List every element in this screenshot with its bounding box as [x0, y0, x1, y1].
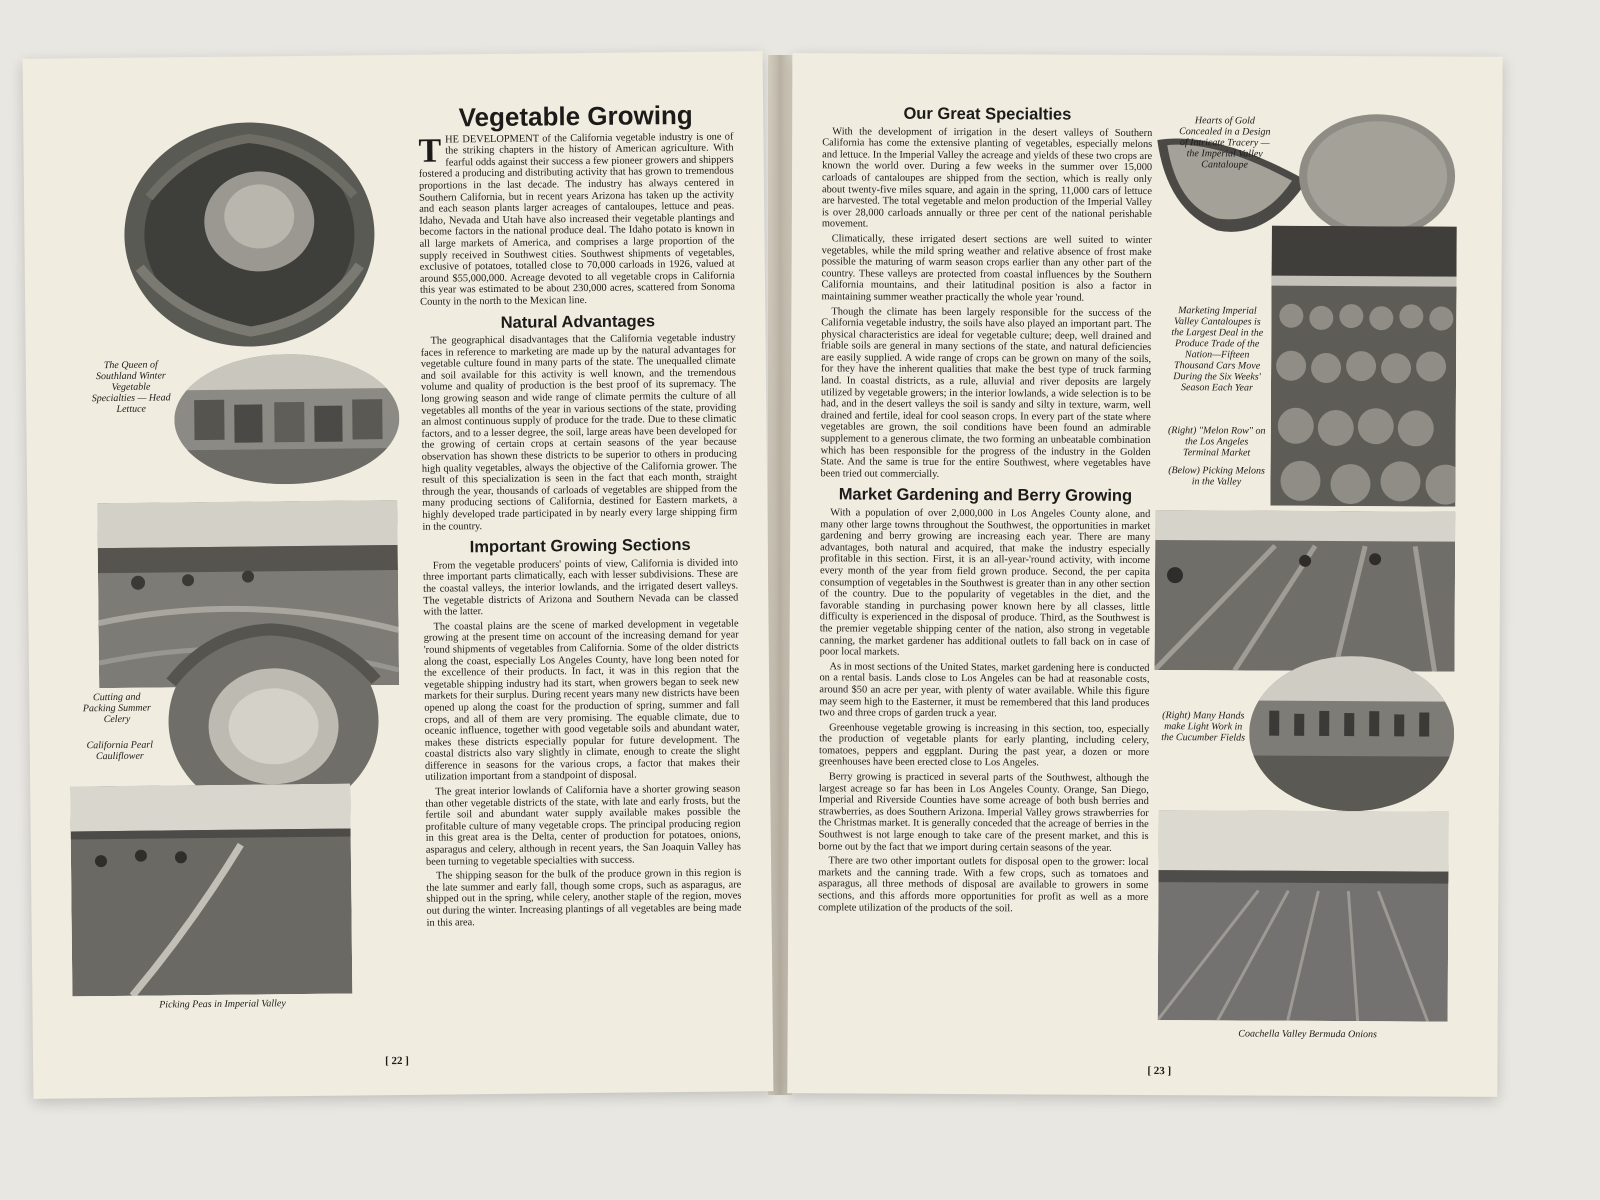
heading-important-sections: Important Growing Sections [469, 536, 691, 557]
specialties-paragraph-1: With the development of irrigation in the desert valleys of Southern California has come the extensive planting of vegetables, especially melons and lettuce. In the Imperial Valley the acreage and yields of these two crops are known the world over. During a few weeks in the summer over 15,000 carloads of cantaloupes are shipped from the section, which is really only about twenty-five miles square, and again in the spring, 11,000 cars of lettuce are harvested. The total vegetable and melon production of the Imperial Valley is over 28,000 carloads annually or three per cent of the national perishable movement. [821, 125, 1153, 230]
heading-great-specialties: Our Great Specialties [903, 104, 1072, 124]
market-paragraph-4: Berry growing is practiced in several parts of the Southwest, although the largest acreage so far has been in Los Angeles County. Orange, San Diego, Imperial and Riverside Counties have some acreage of both bush berries and strawberries, as does Southern Arizona. Imperial Valley grows strawberries for the Christmas market. It is generally conceded that the acreage of berries in the Southwest is not large enough to take care of the present market, and this is borne out by the fact that we import during certain seasons of the year. [818, 771, 1149, 854]
sections-paragraph-2: The coastal plains are the scene of marked development in vegetable growing at the present time on account of the increasing demand for year 'round shipments of vegetables from California. Some of the older districts along the coast, especially Los Angeles County, have long been noted for the excellence of their products. In fact, it was in this region that the vegetable shipping industry had its start, when growers began to seek new markets for their surplus. During recent years many new districts have been opened up along the coast for the production of spring, summer and fall crops, and all of them are very promising. The equable climate, due to oceanic influence, together with good vegetable soils and abundant water, makes these districts especially popular for future development. The coastal districts also vary slightly in climate, enough to create the slight difference in seasons for the various crops, a factor that makes their utilization important from a standpoint of disposal. [423, 618, 741, 784]
peas-caption: Picking Peas in Imperial Valley [159, 998, 286, 1011]
market-paragraph-3: Greenhouse vegetable growing is increasing in this section, too, especially the production of vegetable plants for early planting, including celery, tomatoes, peppers and eggplant. During the past year, a dozen or more greenhouses have been erected close to Los Angeles. [818, 722, 1150, 769]
natural-paragraph: The geographical disadvantages that the California vegetable industry faces in reference to marketing are made up by the natural advantages for vegetable culture found in many parts of the state. The unequalled climate and soil available for this activity is well known, and the tremendous volume and quality of production is the best proof of its supremacy. The long growing season and wide range of climate permits the culture of all vegetables all months of the year in various sections of the state, providing an almost continuous supply of produce for the trade. Due to these climatic factors, and to a lesser degree, the soil, large areas have been developed for the growing of certain crops at certain seasons of the year because observation has shown these districts to be superior to others in producing high quality vegetables, always the objective of the California grower. The result of this specialization is seen in the fact that each month, straight through the year, thousands of carloads of vegetables are shipped from the many producing sections of California, destined for Eastern markets, a highly developed trade participated in by nearly every large shipping firm in the country. [420, 332, 738, 533]
sections-paragraph-3: The great interior lowlands of California have a shorter growing season than other vegetable districts of the state, with late and early frosts, but the fertile soil and abundant water supply available makes possible the profitable culture of many vegetable crops. The principal producing region in this great area is the Delta, center of production for potatoes, onions, asparagus and celery, although in recent years, the San Joaquin Valley has been turning to vegetable specialties with success. [425, 783, 741, 868]
intro-paragraph [418, 131, 735, 308]
cauliflower-caption: California Pearl Cauliflower [86, 739, 154, 763]
right-page [787, 53, 1502, 1097]
cucumber-caption: (Right) Many Hands make Light Work in the Cucumber Fields [1161, 710, 1246, 744]
heading-market-gardening: Market Gardening and Berry Growing [838, 485, 1133, 506]
onions-field-photo [1158, 810, 1449, 1022]
heading-natural-advantages: Natural Advantages [500, 311, 656, 332]
marketing-caption: Marketing Imperial Valley Cantaloupes is the Largest Deal in the Produce Trade of the Nation—Fifteen Thousand Cars Move During the Six Weeks' Season Each Year [1171, 305, 1264, 394]
left-text-column [418, 99, 742, 931]
page-number-right: [ 23 ] [1147, 1065, 1172, 1078]
right-text-column [818, 104, 1153, 918]
head-lettuce-photo [118, 115, 380, 353]
cucumber-fields-photo [1249, 656, 1455, 812]
sections-paragraph-1: From the vegetable producers' points of view, California is divided into three important parts climatically, each with lesser subdivisions. These are the coastal valleys, the interior lowlands, and the irrigated desert valleys. The vegetable districts of Arizona and Southern Nevada can be classed with the latter. [422, 557, 739, 618]
picking-melons-photo [1155, 510, 1456, 672]
market-paragraph-2: As in most sections of the United States, market gardening here is conducted on a rental basis. Lands close to Los Angeles can be had at reasonable costs, around $50 an acre per year, with plenty of water available. While this figure may seem high to the Easterner, it must be remembered that this land produces two and three crops of garden truck a year. [819, 661, 1150, 720]
sections-paragraph-4: The shipping season for the bulk of the produce grown in this region is the late summer and early fall, though some crops, such as asparagus, are shipped out in the spring, while celery, another staple of the region, moves out during the winter. Increasing plantings of all vegetables are being made in this area. [426, 867, 742, 929]
celery-packing-photo [174, 353, 400, 485]
left-page [23, 51, 774, 1099]
cantaloupe-caption: Hearts of Gold Concealed in a Design of Intricate Tracery — the Imperial Valley Cantaloupe [1179, 115, 1271, 171]
specialties-paragraph-2: Climatically, these irrigated desert sections are well suited to winter vegetables, while the mild spring weather and relative absence of frost make possible the maturing of warm season crops earlier than any other part of the country. These valleys are protected from coastal influences by the Southern California mountains, and their latitudinal position is also a factor in maintaining summer weather practically the whole year 'round. [821, 233, 1152, 304]
page-number-left: [ 22 ] [385, 1054, 409, 1068]
market-paragraph-1: With a population of over 2,000,000 in Los Angeles County alone, and many other large towns throughout the Southwest, the opportunities in market gardening and berry growing are increasing each year. There are many advantages, both natural and acquired, that make the industry especially profitable in this section. First, it is an all-year-'round activity, with income every month of the year from field grown produce. Second, the per capita consumption of vegetables in the Southwest is greater than in any other section of the country. Due to the popularity of vegetables in the diet, and the favorable standing in purchasing power known here by all classes, little difficulty is experienced in the disposal of produce. Third, as the Southwest is the premier vegetable shipping center of the nation, also strong in vegetable canning, the market gardener has additional outlets to fall back on in case of poor local markets. [819, 507, 1151, 658]
page-title: Vegetable Growing [458, 99, 693, 133]
melon-row-photo [1270, 226, 1456, 507]
specialties-paragraph-3: Though the climate has been largely responsible for the success of the California vegetable industry, the soils have also played an important part. The physical characteristics are ideal for vegetable culture; deep, well drained and friable soils are general in many sections of the state, and natural deficiencies are easily supplied. A wide range of crops can be grown on many of the soils, for they have the inherent qualities that make the best type of truck farming land. In coastal districts, as a rule, alluvial and river deposits are largely utilized by vegetable growers; in the interior lowlands, a wide selection is to be had, and in the desert valleys the soil is sandy and silty in texture, warm, well drained and fertile, ideal for cool season crops. In every part of the state where vegetables are grown, the soil conditions have been found an admirable supplement to a generous climate, the two forming an unbeatable combination which has been responsible for the progress of the industry in the Golden State. And the same is true for the entire Southwest, where vegetables have been tried out commercially. [820, 305, 1152, 480]
lettuce-caption: The Queen of Southland Winter Vegetable Specialties — Head Lettuce [91, 359, 171, 415]
picking-melons-caption: (Below) Picking Melons in the Valley [1168, 465, 1265, 488]
drop-cap: T [418, 132, 442, 170]
melon-row-caption: (Right) "Melon Row" on the Los Angeles Terminal Market [1167, 425, 1266, 459]
picking-peas-photo [70, 784, 352, 997]
intro-text: HE DEVELOPMENT of the California vegetable industry is one of the striking chapters in the history of American agriculture. With fearful odds against their success a few pioneer growers and shippers fostered a producing and distributing activity that has grown to tremendous proportions in the last decade. The industry has always centered in Southern California, but in recent years Arizona has taken up the activity and each season plants larger acreages of cantaloupes, lettuce and peas. Idaho, Nevada and Utah have also increased their vegetable plantings and become factors in the national produce deal. The Idaho potato is known in all large markets of America, and comprises a large proportion of the supply received in Southwest cities. Southwest shipments of vegetables, exclusive of potatoes, totalled close to 70,000 carloads in 1926, valued at around $55,000,000. Acreage devoted to all vegetable crops in California this year was estimated to be about 230,000 acres, scattered from Sonoma County in the north to the Mexican line. [418, 131, 736, 308]
market-paragraph-5: There are two other important outlets for disposal open to the grower: local markets and the canning trade. With a few crops, such as tomatoes and asparagus, all three methods of disposal are available to growers in some sections, and this affords more opportunities for profit as well as a more complete utilization of the products of the soil. [818, 855, 1149, 914]
celery-caption: Cutting and Packing Summer Celery [82, 691, 151, 726]
onions-caption: Coachella Valley Bermuda Onions [1238, 1028, 1377, 1041]
